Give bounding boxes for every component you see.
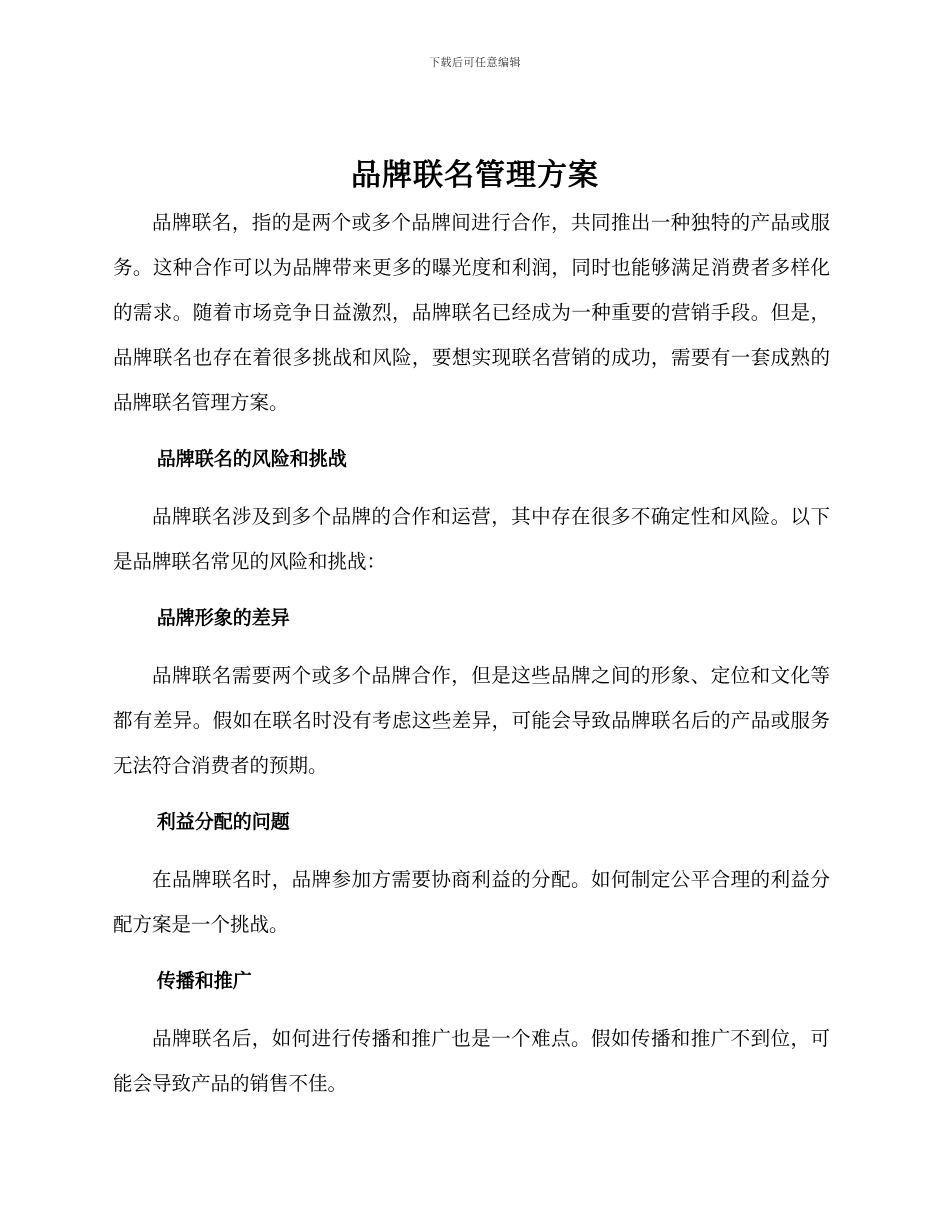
section-body-profit-sharing: 在品牌联名时，品牌参加方需要协商利益的分配。如何制定公平合理的利益分配方案是一个挑战。	[113, 868, 830, 936]
section-body-promotion: 品牌联名后，如何进行传播和推广也是一个难点。假如传播和推广不到位，可能会导致产品的销售不佳。	[113, 1027, 830, 1095]
intro-paragraph: 品牌联名，指的是两个或多个品牌间进行合作，共同推出一种独特的产品或服务。这种合作可以为品牌带来更多的曝光度和利润，同时也能够满足消费者多样化的需求。随着市场竞争日益激烈，品牌联名已经成为一种重要的营销手段。但是，品牌联名也存在着很多挑战和风险，要想实现联名营销的成功，需要有一套成熟的品牌联名管理方案。	[113, 211, 830, 414]
section-body-brand-image: 品牌联名需要两个或多个品牌合作，但是这些品牌之间的形象、定位和文化等都有差异。假如在联名时没有考虑这些差异，可能会导致品牌联名后的产品或服务无法符合消费者的预期。	[113, 664, 830, 777]
document-body	[113, 200, 830, 1106]
section-heading-profit-sharing: 利益分配的问题	[156, 811, 290, 833]
section-heading-brand-image: 品牌形象的差异	[156, 607, 290, 629]
document-title: 品牌联名管理方案	[351, 158, 599, 193]
section-heading-risks: 品牌联名的风险和挑战	[156, 448, 347, 470]
section-body-risks: 品牌联名涉及到多个品牌的合作和运营，其中存在很多不确定性和风险。以下是品牌联名常见的风险和挑战：	[113, 505, 830, 573]
section-heading-promotion: 传播和推广	[156, 970, 252, 992]
page-header: 下载后可任意编辑	[429, 56, 521, 69]
